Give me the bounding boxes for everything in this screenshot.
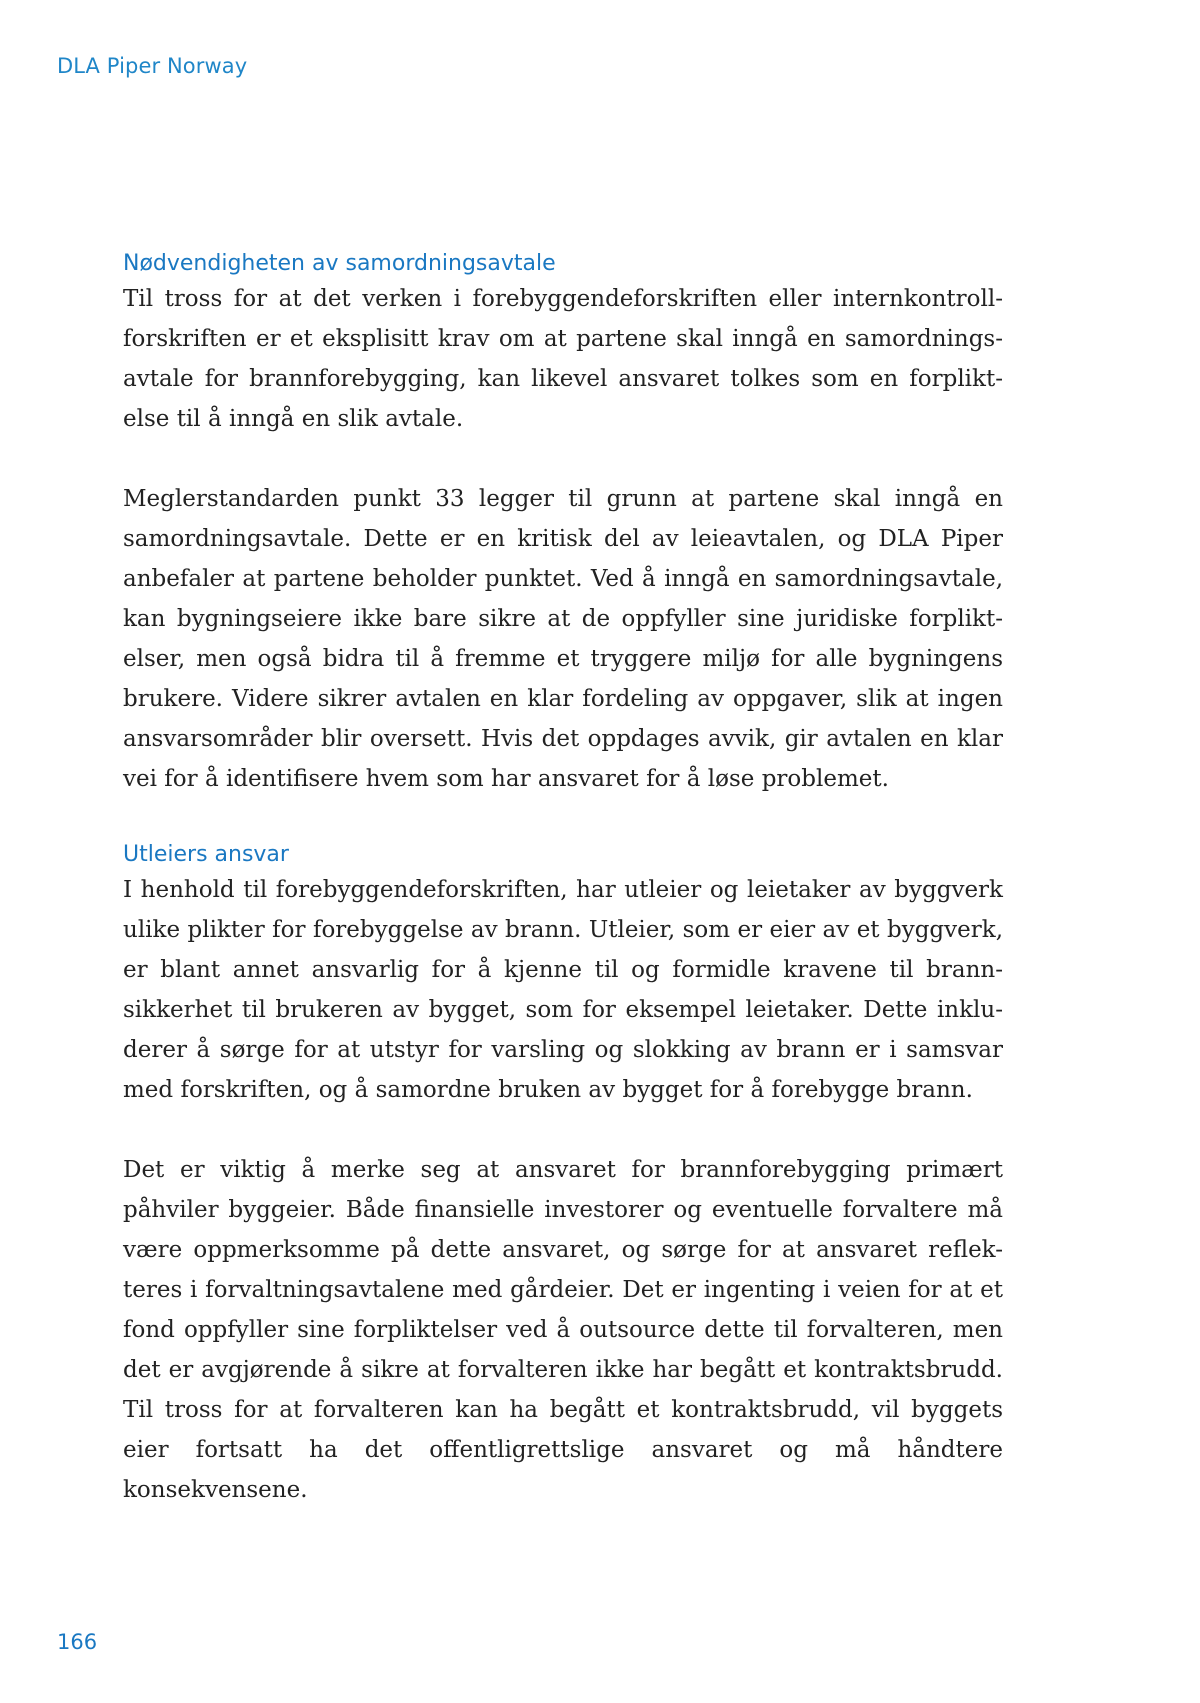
body-paragraph: Meglerstandarden punkt 33 legger til grunn at partene skal inngå en samordningsavtale. Dette er en kritisk del av leieavtalen, og DLA Piper anbefaler at partene beholder punktet. Ved å inngå en samordningsavtale, kan bygningseiere ikke bare sikre at de oppfyller sine juridiske forplikt-elser, men også bidra til å fremme et tryggere miljø for alle bygningens brukere. Videre sikrer avtalen en klar fordeling av oppgaver, slik at ingen ansvarsområder blir oversett. Hvis det oppdages avvik, gir avtalen en klar vei for å identifisere hvem som har ansvaret for å løse problemet. [123,486,1003,792]
section-heading-samordningsavtale: Nødvendigheten av samordningsavtale [123,251,556,276]
paragraph-spacer [123,1110,1003,1150]
section-spacer [123,799,1003,839]
body-paragraph: Det er viktig å merke seg at ansvaret for brannforebygging primært påhviler byggeier. Både finansielle investorer og eventuelle forvaltere må være oppmerksomme på dette ansvaret, og sørge for at ansvaret reflek-teres i forvaltningsavtalene med gårdeier. Det er ingenting i veien for at et fond oppfyller sine forpliktelser ved å outsource dette til forvalteren, men det er avgjørende å sikre at forvalteren ikke har begått et kontraktsbrudd. Til tross for at forvalteren kan ha begått et kontraktsbrudd, vil byggets eier fortsatt ha det offentligrettslige ansvaret og må håndtere konsekvensene. [123,1157,1003,1503]
body-paragraph: Til tross for at det verken i forebyggendeforskriften eller internkontroll-forskriften er et eksplisitt krav om at partene skal inngå en samordnings-avtale for brannforebygging, kan likevel ansvaret tolkes som en forplikt-else til å inngå en slik avtale. [123,286,1003,432]
running-header: DLA Piper Norway [57,54,248,78]
page-number: 166 [57,1630,98,1654]
main-content [123,248,1003,1510]
paragraph-spacer [123,439,1003,479]
section-heading-utleiers-ansvar: Utleiers ansvar [123,842,289,867]
body-paragraph: I henhold til forebyggendeforskriften, har utleier og leietaker av byggverk ulike plikter for forebyggelse av brann. Utleier, som er eier av et byggverk, er blant annet ansvarlig for å kjenne til og formidle kravene til brann-sikkerhet til brukeren av bygget, som for eksempel leietaker. Dette inklu-derer å sørge for at utstyr for varsling og slokking av brann er i samsvar med forskriften, og å samordne bruken av bygget for å forebygge brann. [123,877,1003,1103]
